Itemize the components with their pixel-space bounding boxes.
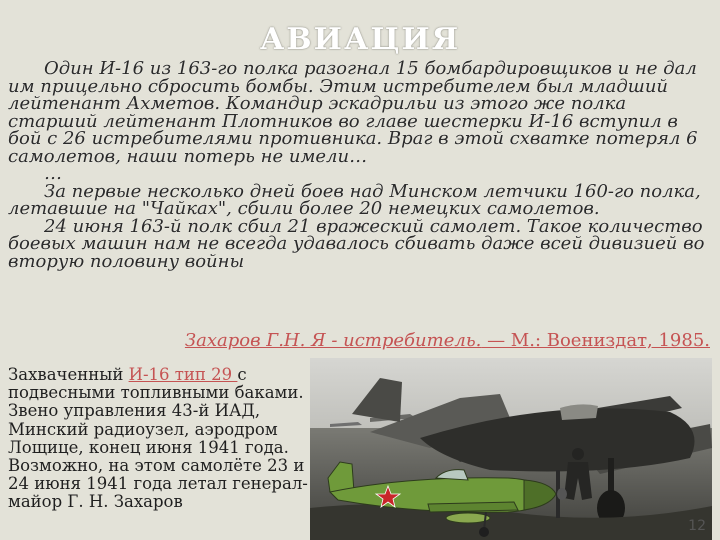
source-author[interactable]: Захаров Г.Н. Я - истребитель. — [184, 330, 482, 351]
page-number: 12 — [688, 518, 706, 534]
slide-title: АВИАЦИЯ — [259, 22, 461, 57]
aircraft-profile-drawing — [318, 448, 568, 538]
quote-paragraph-1: Один И-16 из 163-го полка разогнал 15 бомбардировщиков и не дал им прицельно сбросить бомбы. Этим истребителем был младший лейтенант Ахметов. Командир эскадрильи из этого же полка старший лейтенант Плотников во главе шестерки И-16 вступил в бой с 26 истребителями противника. Враг в этой схватке потерял 6 самолетов, наши потерь не имели… — [8, 58, 698, 167]
quote-block — [8, 60, 714, 270]
quote-ellipsis: … — [44, 163, 62, 184]
quote-paragraph-2: За первые несколько дней боев над Минском летчики 160-го полка, летавшие на "Чайках", сбили более 20 немецких самолетов. — [8, 180, 701, 219]
caption-text-start: Захваченный — [8, 365, 129, 384]
quote-paragraph-3: 24 июня 163-й полк сбил 21 вражеский самолет. Такое количество боевых машин нам не всегда удавалось сбивать даже всей дивизией во вторую половину войны — [8, 215, 705, 272]
caption-text-rest: с подвесными топливными баками. Звено управления 43-й ИАД, Минский радиоузел, аэродром Лощице, конец июня 1941 года. Возможно, на этом самолёте 23 и 24 июня 1941 года летал генерал-майор Г. Н. Захаров — [8, 365, 308, 512]
photo-caption — [8, 366, 308, 512]
source-publisher[interactable]: — М.: Воениздат, 1985. — [481, 330, 710, 351]
caption-aircraft-link[interactable]: И-16 тип 29 — [128, 365, 238, 384]
source-citation-link[interactable] — [185, 330, 710, 351]
